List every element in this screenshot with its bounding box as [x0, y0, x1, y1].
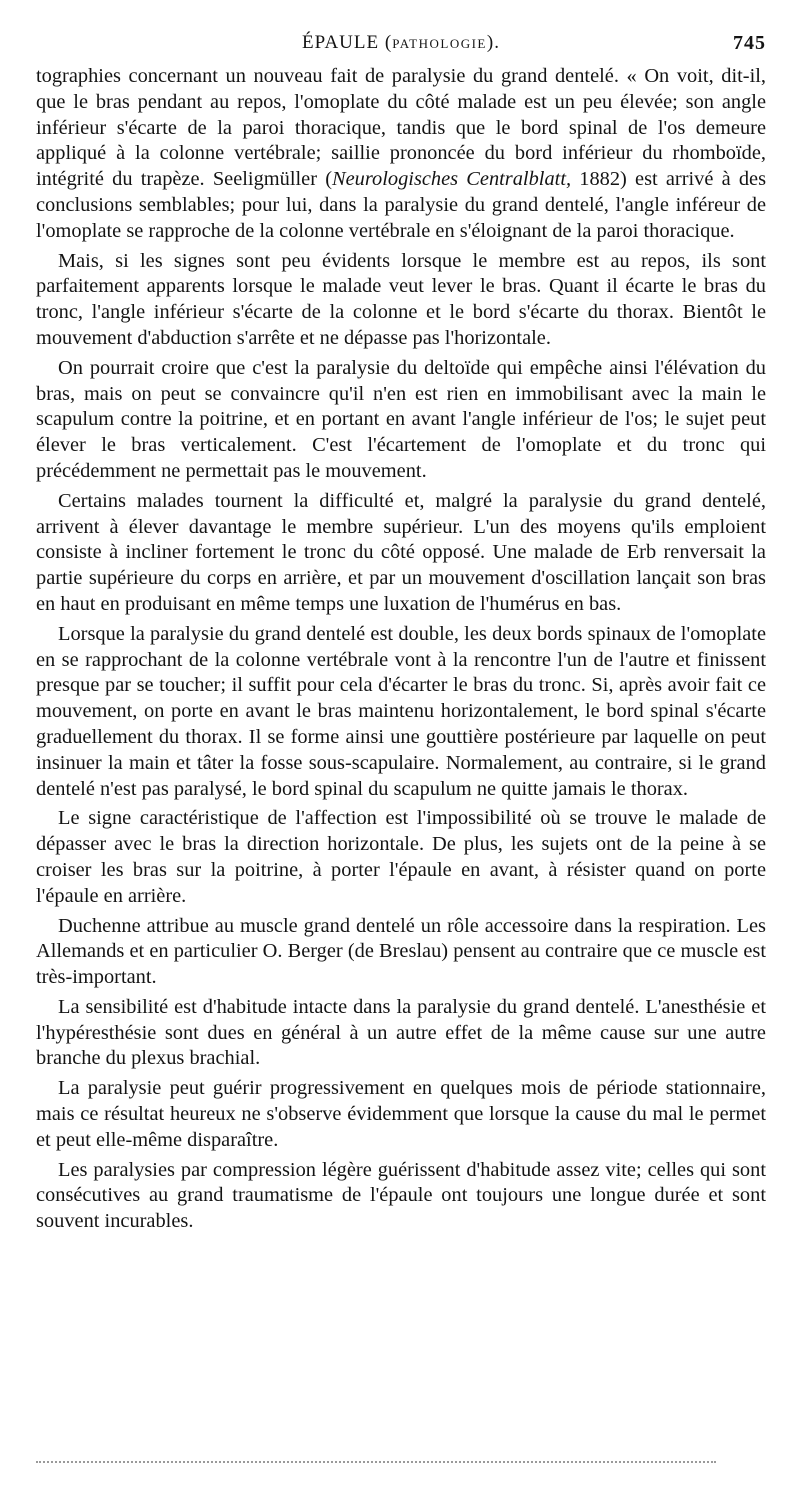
paragraph-9: La paralysie peut guérir progressivement en quelques mois de période stationnaire, mais ce résultat heureux ne s'observe évidemment que lorsque la cause du mal le permet et peut elle-même disparaître.	[36, 1077, 766, 1151]
paragraph-10: Les paralysies par compression légère guérissent d'habitude assez vite; celles qui sont consécutives au grand traumatisme de l'épaule ont toujours une longue durée et sont souvent incurables.	[36, 1158, 766, 1233]
paragraph-5: Lorsque la paralysie du grand dentelé est double, les deux bords spinaux de l'omoplate en se rapprochant de la colonne vertébrale vont à la rencontre l'un de l'autre et finissent presque par se toucher; il suffit pour cela d'écarter le bras du tronc. Si, après avoir fait ce mouvement, on porte en avant le bras maintenu horizontalement, le bord spinal s'écarte graduellement du thorax. Il se forme ainsi une gouttière postérieure par laquelle on peut insinuer la main et tâter la fosse sous-scapulaire. Normalement, au contraire, si le grand dentelé n'est pas paralysé, le bord spinal du scapulum ne quitte jamais le thorax.	[36, 622, 766, 800]
paragraph-8: La sensibilité est d'habitude intacte dans la paralysie du grand dentelé. L'anesthésie et l'hypéresthésie sont dues en général à un autre effet de la même cause sur une autre branche du plexus brachial.	[36, 995, 766, 1070]
running-title	[36, 32, 766, 54]
paragraph-1-text-a: tographies concernant un nouveau fait de paralysie du grand dentelé. « On voit, dit-il, que le bras pendant au repos, l'omoplate du côté malade est un peu élevée; son angle inférieur s'écarte de la paroi thoracique, tandis que le bord spinal de l'os demeure appliqué à la colonne vertébrale; saillie prononcée du bord inférieur du rhomboïde, intégrité du trapèze. Seeligmüller (	[36, 65, 766, 191]
running-title-end: ).	[486, 32, 500, 53]
body-text	[36, 64, 766, 1239]
paragraph-3: On pourrait croire que c'est la paralysie du deltoïde qui empêche ainsi l'élévation du bras, mais on peut se convaincre qu'il n'en est rien en immobilisant avec la main le scapulum contre la poitrine, et en portant en avant l'angle inférieur de l'os; le sujet peut élever le bras verticalement. C'est l'écartement de l'omoplate et du tronc qui précédemment ne permettait pas le mouvement.	[36, 356, 766, 482]
paragraph-4: Certains malades tournent la difficulté et, malgré la paralysie du grand dentelé, arrivent à élever davantage le membre supérieur. L'un des moyens qu'ils emploient consiste à incliner fortement le tronc du côté opposé. Une malade de Erb renversait la partie supérieure du corps en arrière, et par un mouvement d'oscillation lançait son bras en haut en produisant en même temps une luxation de l'humérus en bas.	[36, 489, 766, 615]
footer-dotted-rule	[36, 1461, 716, 1463]
paragraph-6: Le signe caractéristique de l'affection est l'impossibilité où se trouve le malade de dépasser avec le bras la direction horizontale. De plus, les sujets ont de la peine à se croiser les bras sur la poitrine, à porter l'épaule en avant, à résister quand on porte l'épaule en arrière.	[36, 807, 766, 907]
running-title-small-caps: PATHOLOGIE	[392, 36, 487, 51]
paragraph-7: Duchenne attribue au muscle grand dentelé un rôle accessoire dans la respiration. Les Allemands et en particulier O. Berger (de Breslau) pensent au contraire que ce muscle est très-important.	[36, 914, 766, 989]
running-head	[36, 32, 766, 58]
paragraph-2: Mais, si les signes sont peu évidents lorsque le membre est au repos, ils sont parfaitement apparents lorsque le malade veut lever le bras. Quant il écarte le bras du tronc, l'angle inférieur s'écarte de la colonne et le bord s'écarte du thorax. Bientôt le mouvement d'abduction s'arrête et ne dépasse pas l'horizontale.	[36, 249, 766, 349]
page-number: 745	[733, 32, 766, 54]
running-title-main: ÉPAULE (	[302, 32, 393, 53]
paragraph-1-text-b: 1882) est arrivé à des conclusions semblables; pour lui, dans la paralysie du grand dentelé, l'angle inféreur de l'omoplate se rapproche de la colonne vertébrale en s'éloignant de la paroi thoracique.	[36, 168, 766, 242]
paragraph-1	[36, 64, 766, 245]
journal-title: Neurologisches Centralblatt,	[332, 168, 572, 191]
